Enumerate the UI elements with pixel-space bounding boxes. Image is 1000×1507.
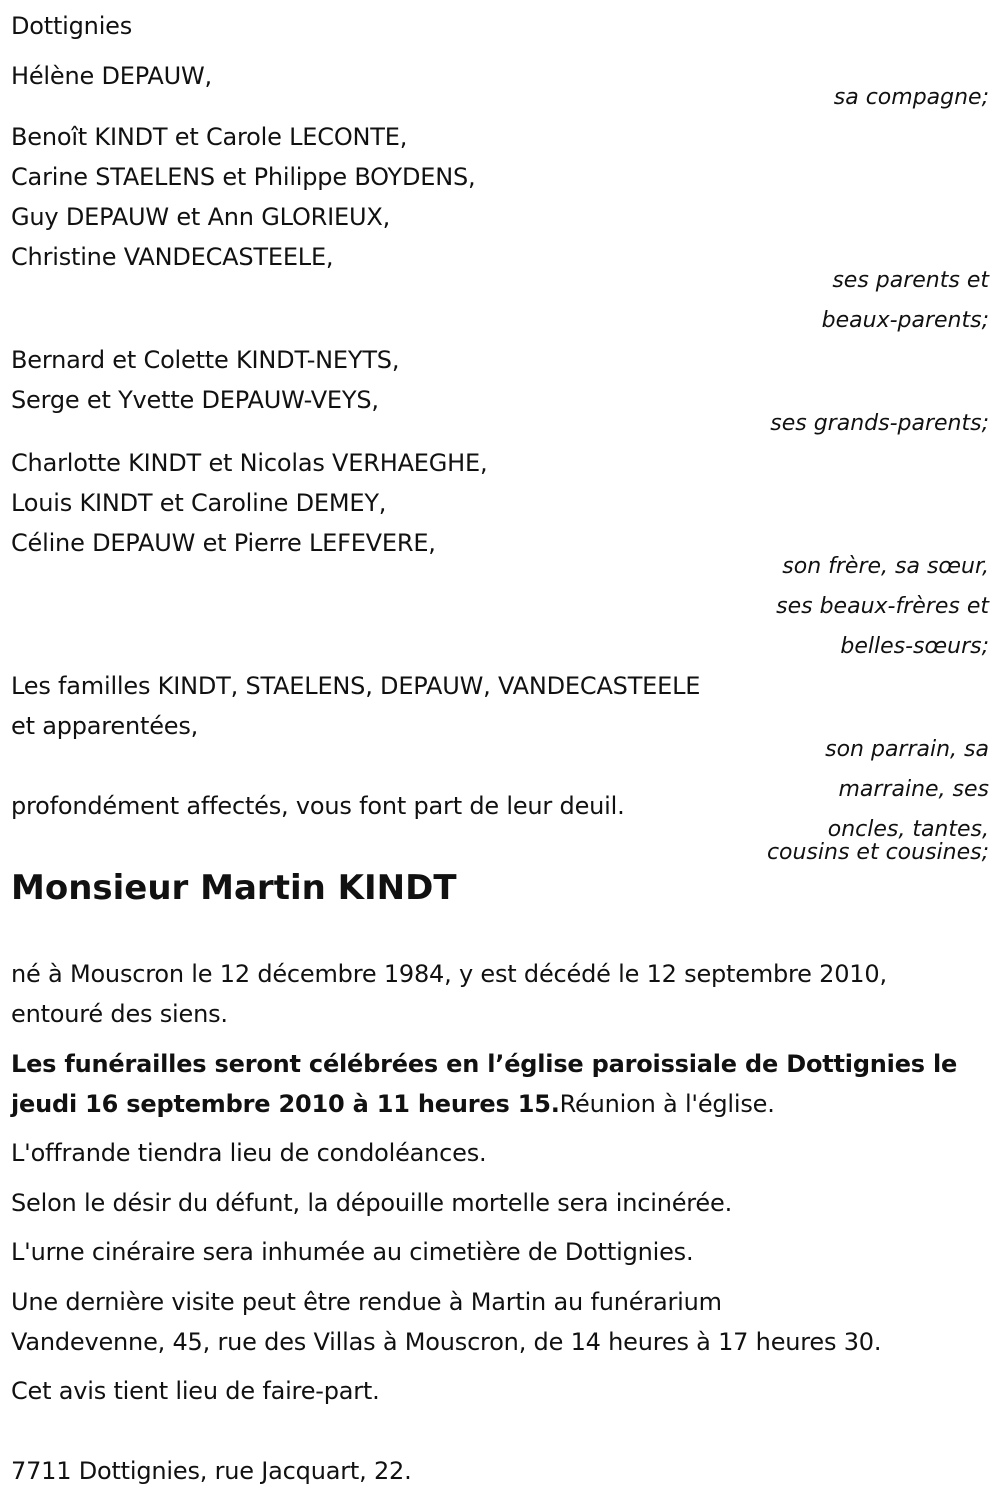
companion-name: Hélène DEPAUW, — [11, 62, 212, 90]
visit-line: Une dernière visite peut être rendue à Martin au funérarium — [11, 1288, 722, 1316]
grandparents-role: ses grands-parents; — [770, 411, 989, 436]
families-line: et apparentées, — [11, 712, 199, 740]
siblings-role: son frère, sa sœur, — [782, 554, 989, 579]
closing-line: profondément affectés, vous font part de leur deuil. — [11, 792, 625, 820]
offering-line: L'offrande tiendra lieu de condoléances. — [11, 1139, 487, 1167]
siblings-role: ses beaux-frères et — [776, 594, 989, 619]
funeral-line: Les funérailles seront célébrées en l’église paroissiale de Dottignies le — [11, 1050, 958, 1078]
visit-line: Vandevenne, 45, rue des Villas à Mouscron, de 14 heures à 17 heures 30. — [11, 1328, 882, 1356]
deceased-name: Monsieur Martin KINDT — [11, 868, 457, 908]
birth-death-line: né à Mouscron le 12 décembre 1984, y est décédé le 12 septembre 2010, — [11, 960, 887, 988]
grandparent-line: Serge et Yvette DEPAUW-VEYS, — [11, 386, 379, 414]
funeral-meeting: Réunion à l'église. — [559, 1090, 775, 1118]
notice-line: Cet avis tient lieu de faire-part. — [11, 1377, 380, 1405]
sibling-line: Céline DEPAUW et Pierre LEFEVERE, — [11, 529, 436, 557]
birth-death-line: entouré des siens. — [11, 1000, 228, 1028]
parent-line: Benoît KINDT et Carole LECONTE, — [11, 123, 408, 151]
families-role: cousins et cousines; — [766, 840, 989, 865]
cremation-line: Selon le désir du défunt, la dépouille mortelle sera incinérée. — [11, 1189, 732, 1217]
families-role: oncles, tantes, — [827, 817, 989, 842]
grandparent-line: Bernard et Colette KINDT-NEYTS, — [11, 346, 400, 374]
parent-line: Carine STAELENS et Philippe BOYDENS, — [11, 163, 476, 191]
urn-line: L'urne cinéraire sera inhumée au cimetière de Dottignies. — [11, 1238, 694, 1266]
parents-role: ses parents et — [832, 268, 989, 293]
funeral-line-2 — [11, 1084, 775, 1124]
companion-role: sa compagne; — [833, 85, 989, 110]
parent-line: Guy DEPAUW et Ann GLORIEUX, — [11, 203, 390, 231]
place-heading: Dottignies — [11, 12, 133, 40]
parent-line: Christine VANDECASTEELE, — [11, 243, 334, 271]
address-line: 7711 Dottignies, rue Jacquart, 22. — [11, 1457, 412, 1485]
families-role: marraine, ses — [838, 777, 989, 802]
sibling-line: Charlotte KINDT et Nicolas VERHAEGHE, — [11, 449, 488, 477]
families-role: son parrain, sa — [825, 737, 989, 762]
siblings-role: belles-sœurs; — [840, 634, 989, 659]
families-line: Les familles KINDT, STAELENS, DEPAUW, VANDECASTEELE — [11, 672, 701, 700]
parents-role: beaux-parents; — [821, 308, 989, 333]
sibling-line: Louis KINDT et Caroline DEMEY, — [11, 489, 387, 517]
funeral-date: jeudi 16 septembre 2010 à 11 heures 15. — [11, 1090, 560, 1118]
